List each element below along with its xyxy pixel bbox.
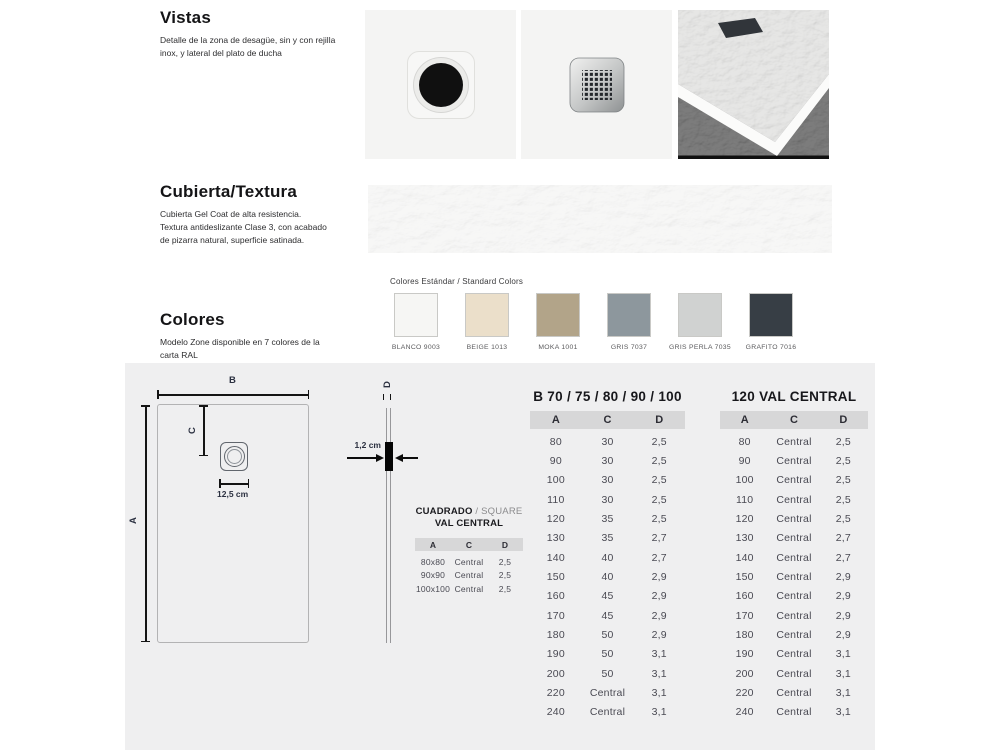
table-row	[530, 625, 685, 644]
table-cell: 100	[546, 474, 565, 487]
table-row	[530, 664, 685, 683]
table-row	[530, 490, 685, 509]
col-header-c: C	[465, 539, 473, 550]
tray-corner-illustration	[678, 10, 829, 159]
table-row	[530, 471, 685, 490]
table-cell: 2,5	[651, 513, 667, 526]
swatch-label: GRIS PERLA 7035	[669, 344, 731, 351]
table-cell: 3,1	[651, 687, 667, 700]
table-cell: 180	[735, 629, 754, 642]
table-cell: 45	[601, 590, 614, 603]
table-row	[720, 432, 868, 451]
table-cell: Central	[776, 532, 812, 545]
table-cell: 2,9	[835, 590, 851, 603]
cuadrado-title	[408, 506, 530, 517]
color-swatch	[391, 293, 441, 351]
table-row	[720, 683, 868, 702]
view-photo-drain-no-grid	[365, 10, 516, 159]
table-cell: 190	[546, 648, 565, 661]
col-header-a: A	[551, 414, 560, 426]
table-row	[720, 471, 868, 490]
table-cell: Central	[776, 551, 812, 564]
table-cell: 80	[738, 435, 751, 448]
table-row	[530, 509, 685, 528]
table-cell: 2,5	[651, 493, 667, 506]
table-cell: Central	[776, 629, 812, 642]
table-cell: 2,9	[651, 590, 667, 603]
table-row	[530, 451, 685, 470]
table-cell: 240	[546, 706, 565, 719]
table-cell: 30	[601, 493, 614, 506]
table-cell: 2,5	[498, 556, 512, 567]
table-cell: 100	[735, 474, 754, 487]
table-cell: 220	[546, 687, 565, 700]
table-cell: Central	[776, 493, 812, 506]
swatch-label: MOKA 1001	[538, 344, 578, 351]
table-row	[720, 451, 868, 470]
b-series-rows	[530, 432, 685, 722]
dim-label-c: C	[186, 427, 198, 434]
table-row	[720, 548, 868, 567]
drain-inner-circle	[227, 449, 242, 464]
table-cell: Central	[454, 556, 484, 567]
table-cell: 80x80	[420, 556, 446, 567]
table-cell: Central	[776, 648, 812, 661]
drain-width-label: 12,5 cm	[217, 489, 249, 499]
col-header-c: C	[790, 414, 798, 426]
table-cell: 3,1	[835, 687, 851, 700]
table-cell: 90	[738, 455, 751, 468]
table-b-series	[530, 389, 685, 722]
color-swatch	[607, 293, 651, 351]
table-cell: 2,5	[498, 583, 512, 594]
table-cell: Central	[776, 455, 812, 468]
section-cubierta	[160, 182, 338, 246]
colores-description: Modelo Zone disponible en 7 colores de la carta RAL	[160, 337, 320, 360]
vistas-title: Vistas	[160, 8, 211, 27]
dim-line-c	[203, 405, 205, 456]
table-cell: 2,9	[651, 629, 667, 642]
table-row	[720, 606, 868, 625]
table-cell: 200	[546, 667, 565, 680]
val-central-header-row	[720, 411, 868, 429]
table-cell: Central	[776, 706, 812, 719]
swatch-color-square	[394, 293, 438, 337]
table-cell: 2,5	[651, 474, 667, 487]
profile-drain-section	[385, 442, 393, 471]
color-swatch-row	[391, 293, 797, 351]
swatch-color-square	[607, 293, 651, 337]
table-row	[415, 555, 523, 569]
vistas-description: Detalle de la zona de desagüe, sin y con rejilla inox, y lateral del plato de ducha	[160, 35, 336, 58]
table-cell: 2,5	[835, 513, 851, 526]
table-cell: 50	[601, 648, 614, 661]
table-row	[530, 567, 685, 586]
table-cell: 190	[735, 648, 754, 661]
table-cell: Central	[776, 435, 812, 448]
table-row	[530, 548, 685, 567]
table-cell: 30	[601, 435, 614, 448]
table-cell: 30	[601, 474, 614, 487]
texture-sample	[368, 185, 832, 253]
table-cell: 90	[549, 455, 562, 468]
table-cell: 30	[601, 455, 614, 468]
spec-panel	[125, 363, 875, 750]
inox-grille-icon	[569, 57, 625, 113]
swatch-label: BLANCO 9003	[391, 344, 441, 351]
table-cell: 2,7	[651, 551, 667, 564]
table-cell: Central	[776, 667, 812, 680]
section-colores	[160, 310, 338, 362]
table-cell: 35	[601, 532, 614, 545]
cubierta-title: Cubierta/Textura	[160, 182, 298, 201]
table-cell: 100x100	[415, 583, 450, 594]
dim-label-a: A	[127, 517, 139, 524]
table-cell: 160	[735, 590, 754, 603]
view-photo-lateral	[678, 10, 829, 159]
table-cell: 130	[735, 532, 754, 545]
table-cell: 140	[735, 551, 754, 564]
table-cell: 110	[735, 493, 754, 506]
table-cell: 140	[546, 551, 565, 564]
section-vistas	[160, 8, 338, 60]
b-series-header-row	[530, 411, 685, 429]
table-cell: 2,5	[651, 435, 667, 448]
table-cell: Central	[589, 687, 626, 700]
col-header-d: D	[501, 539, 509, 550]
cubierta-description: Cubierta Gel Coat de alta resistencia. Textura antideslizante Clase 3, con acabado de pizarra natural, superficie satinada.	[160, 209, 327, 245]
table-cell: 35	[601, 513, 614, 526]
table-cell: 50	[601, 629, 614, 642]
table-row	[720, 645, 868, 664]
table-cell: Central	[776, 687, 812, 700]
table-row	[720, 490, 868, 509]
table-cell: 50	[601, 667, 614, 680]
table-cell: 80	[549, 435, 562, 448]
table-cell: 45	[601, 609, 614, 622]
swatch-color-square	[749, 293, 793, 337]
drain-recess	[407, 51, 475, 119]
cuadrado-title-sub: / SQUARE	[472, 506, 523, 517]
cuadrado-title-line2: VAL CENTRAL	[434, 518, 504, 529]
table-cell: Central	[776, 571, 812, 584]
col-header-a: A	[429, 539, 437, 550]
swatch-color-square	[465, 293, 509, 337]
table-row	[720, 703, 868, 722]
swatch-color-square	[536, 293, 580, 337]
table-cell: 90x90	[420, 570, 446, 581]
swatch-label: GRIS 7037	[610, 344, 648, 351]
thickness-arrow-right	[402, 457, 418, 459]
col-header-d: D	[655, 414, 664, 426]
val-central-title: 120 VAL CENTRAL	[731, 389, 857, 404]
val-central-rows	[720, 432, 868, 722]
table-cell: 2,5	[835, 493, 851, 506]
cuadrado-title-main: CUADRADO	[415, 506, 473, 517]
swatch-label: GRAFITO 7016	[745, 344, 797, 351]
table-cell: Central	[589, 706, 626, 719]
view-photo-drain-grid	[521, 10, 672, 159]
table-row	[720, 567, 868, 586]
drain-outer-circle	[224, 446, 245, 467]
col-header-c: C	[603, 414, 612, 426]
table-cell: 2,7	[651, 532, 667, 545]
table-cell: 2,9	[835, 571, 851, 584]
table-cell: 40	[601, 551, 614, 564]
dim-line-a	[145, 405, 147, 642]
table-cell: 2,9	[835, 629, 851, 642]
cuadrado-rows	[415, 555, 523, 596]
table-cell: 40	[601, 571, 614, 584]
dim-label-d: D	[381, 381, 393, 388]
table-cell: 150	[735, 571, 754, 584]
table-cell: 2,9	[651, 609, 667, 622]
table-cell: 220	[735, 687, 754, 700]
standard-colors-label: Colores Estándar / Standard Colors	[390, 277, 524, 286]
table-row	[720, 587, 868, 606]
color-swatch	[745, 293, 797, 351]
table-cell: 2,5	[498, 570, 512, 581]
table-cell: 120	[735, 513, 754, 526]
slate-texture-illustration	[368, 185, 832, 253]
table-cell: 2,9	[835, 609, 851, 622]
table-cell: 2,7	[835, 532, 851, 545]
table-row	[530, 645, 685, 664]
table-cell: Central	[776, 590, 812, 603]
table-row	[415, 582, 523, 596]
table-cell: 180	[546, 629, 565, 642]
table-row	[530, 683, 685, 702]
table-row	[530, 606, 685, 625]
table-cell: 3,1	[835, 706, 851, 719]
table-cell: 110	[547, 493, 565, 506]
thickness-arrow-left	[347, 457, 377, 459]
table-cell: 3,1	[651, 706, 667, 719]
table-cell: 2,5	[835, 474, 851, 487]
table-cell: 2,9	[651, 571, 667, 584]
swatch-label: BEIGE 1013	[466, 344, 508, 351]
table-row	[720, 529, 868, 548]
table-row	[530, 529, 685, 548]
table-row	[415, 569, 523, 583]
table-cell: 2,5	[835, 435, 851, 448]
table-cell: Central	[454, 583, 484, 594]
table-cell: 170	[735, 609, 754, 622]
col-header-a: A	[740, 414, 749, 426]
table-cell: Central	[454, 570, 484, 581]
color-swatch	[669, 293, 731, 351]
table-cell: Central	[776, 474, 812, 487]
col-header-d: D	[839, 414, 848, 426]
color-swatch	[465, 293, 509, 351]
table-cell: 3,1	[651, 667, 667, 680]
table-row	[530, 703, 685, 722]
table-cell: Central	[776, 513, 812, 526]
swatch-color-square	[678, 293, 722, 337]
b-series-title: B 70 / 75 / 80 / 90 / 100	[533, 389, 682, 404]
table-cell: 3,1	[835, 648, 851, 661]
colores-title: Colores	[160, 310, 225, 329]
table-row	[720, 664, 868, 683]
table-cell: 3,1	[835, 667, 851, 680]
table-cell: 240	[735, 706, 754, 719]
dim-tick-d	[383, 394, 391, 400]
table-cuadrado	[408, 506, 530, 596]
table-cell: 2,5	[835, 455, 851, 468]
table-cell: Central	[776, 609, 812, 622]
cuadrado-header-row	[415, 538, 523, 551]
table-val-central	[720, 389, 868, 722]
table-cell: 130	[546, 532, 565, 545]
drain-hole-icon	[419, 63, 463, 107]
dim-label-b: B	[229, 375, 236, 386]
table-row	[720, 509, 868, 528]
table-cell: 2,7	[835, 551, 851, 564]
table-cell: 2,5	[651, 455, 667, 468]
dim-line-drain-width	[219, 483, 249, 485]
table-cell: 200	[735, 667, 754, 680]
table-row	[530, 587, 685, 606]
color-swatch	[536, 293, 580, 351]
table-cell: 170	[546, 609, 565, 622]
thickness-label: 1,2 cm	[354, 440, 381, 450]
dim-line-b	[157, 394, 309, 396]
tray-plan-outline	[157, 404, 309, 643]
table-row	[720, 625, 868, 644]
table-cell: 120	[546, 513, 565, 526]
table-cell: 150	[546, 571, 565, 584]
table-cell: 3,1	[651, 648, 667, 661]
table-cell: 160	[546, 590, 565, 603]
drain-symbol	[220, 442, 248, 471]
table-row	[530, 432, 685, 451]
